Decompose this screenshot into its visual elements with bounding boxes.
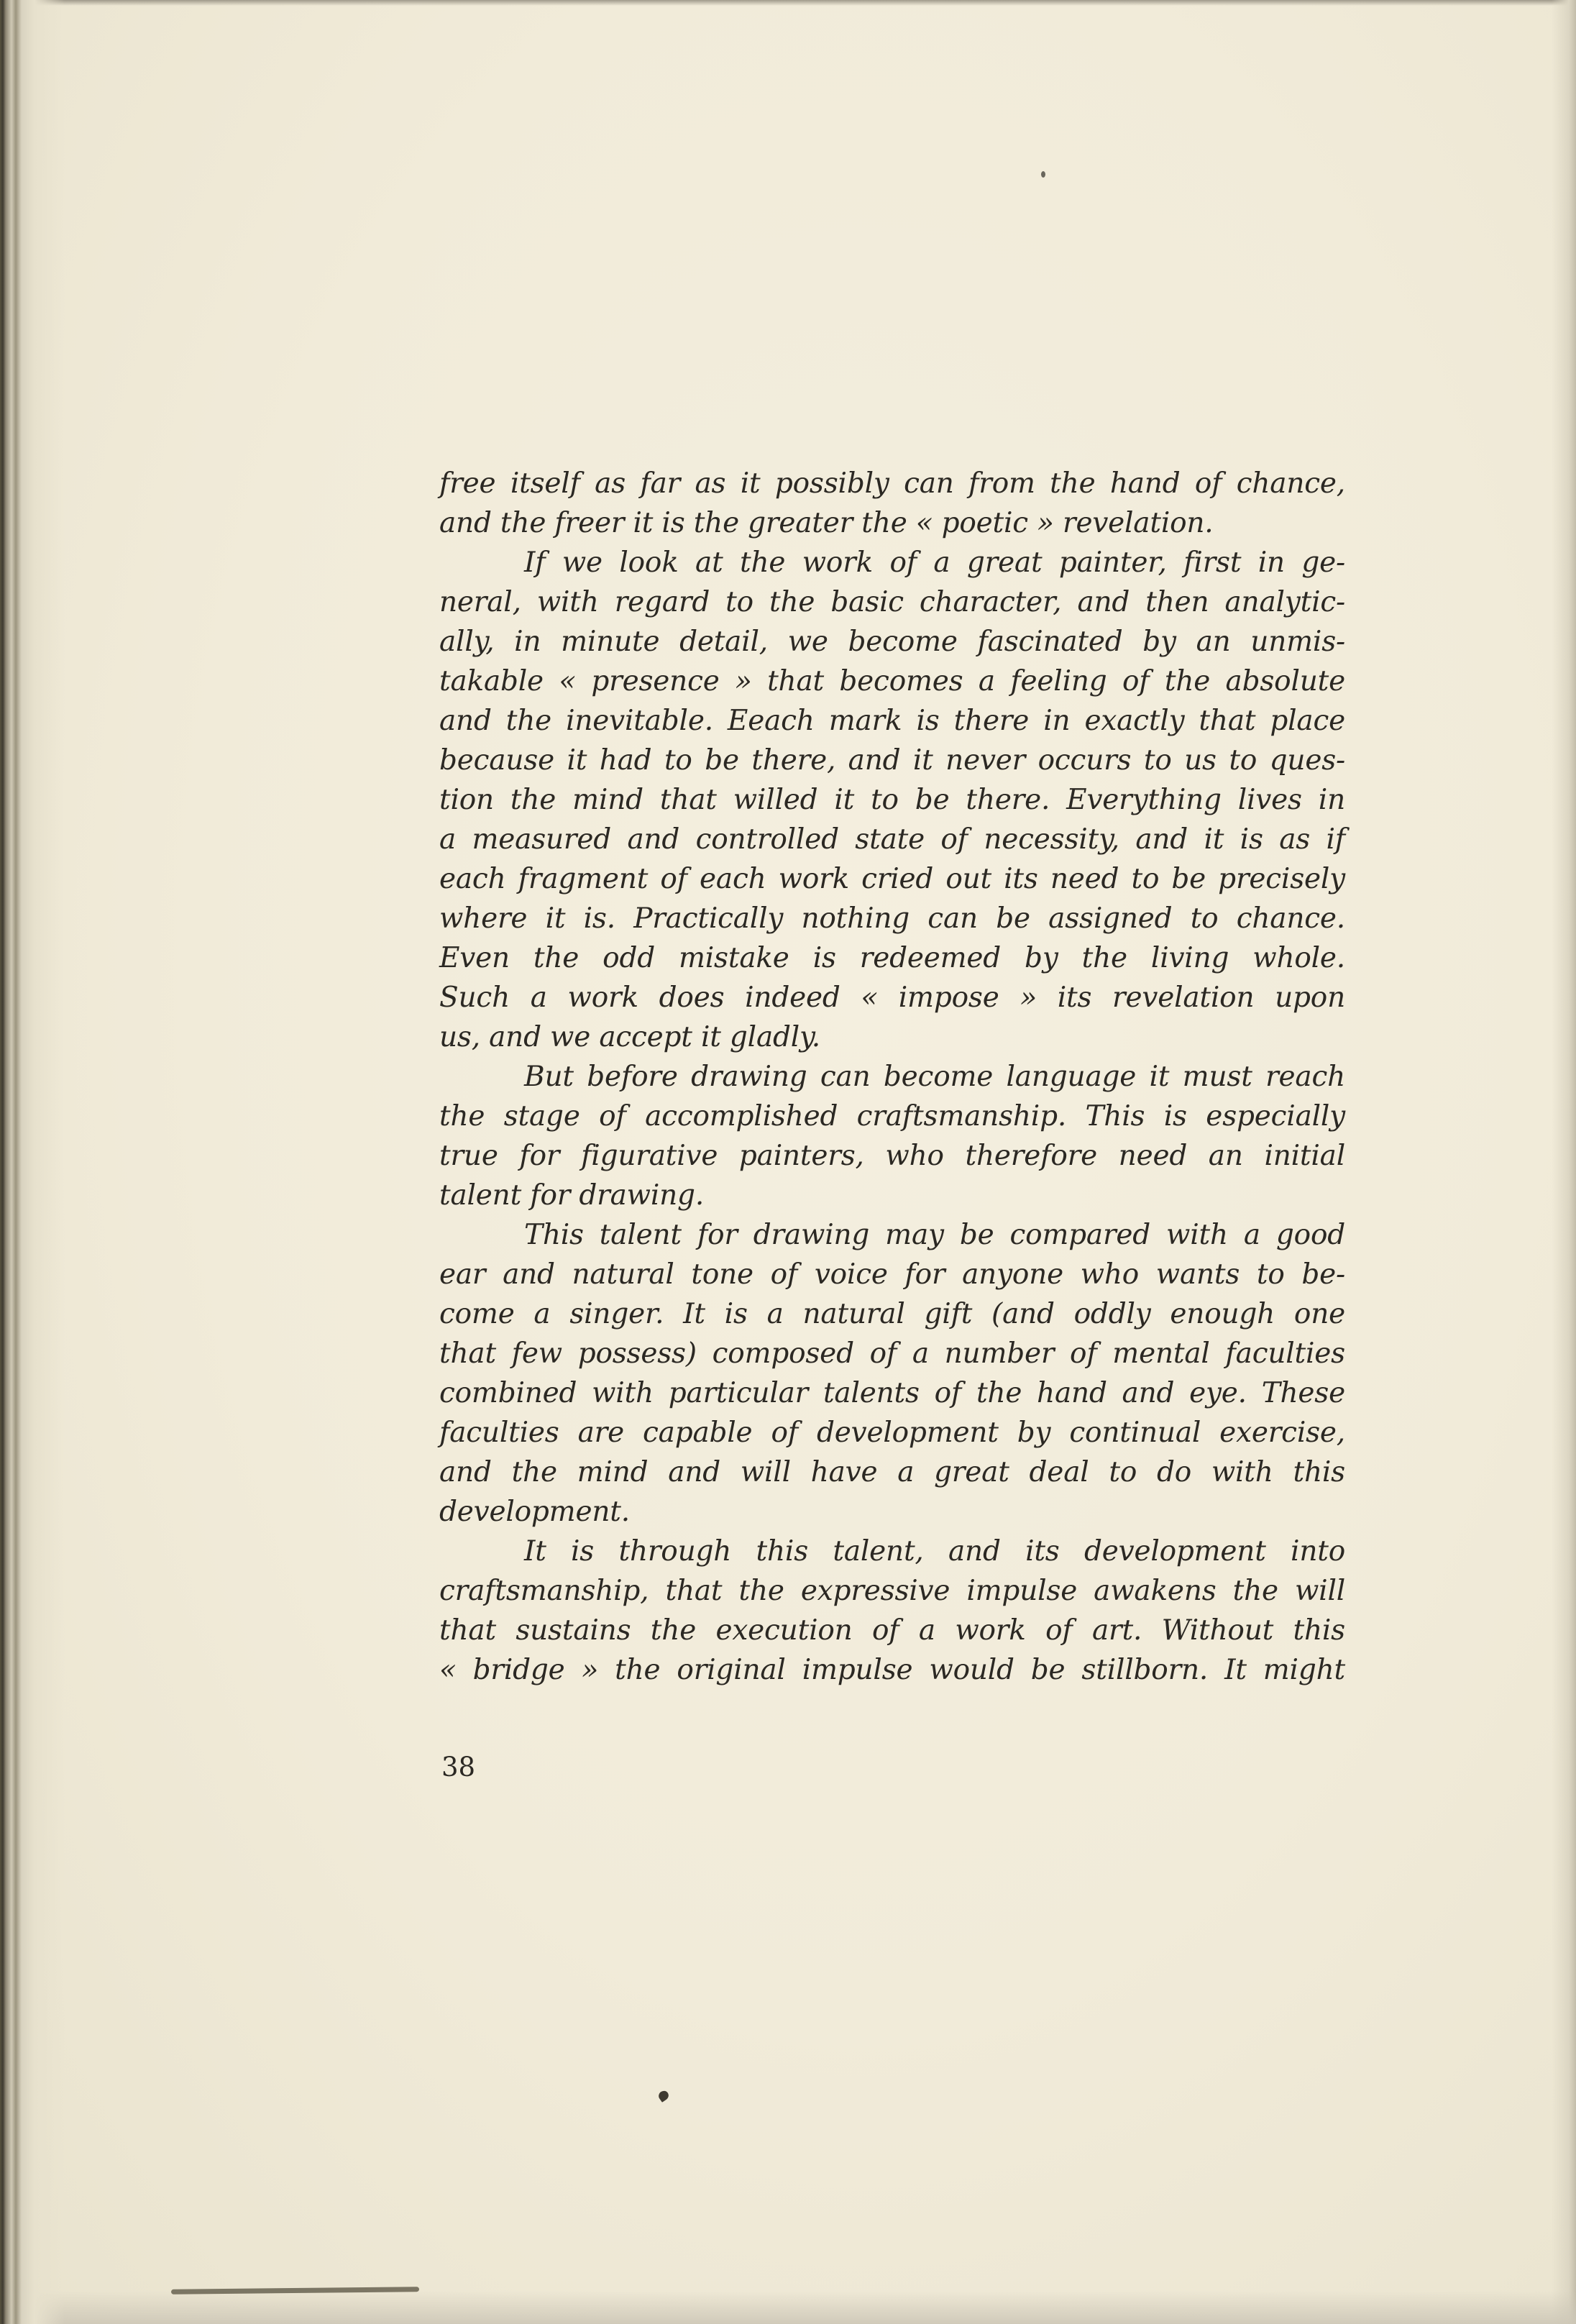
paragraph <box>439 543 1345 1057</box>
text-line: Even the odd mistake is redeemed by the living whole. <box>439 942 1345 974</box>
text-line: free itself as far as it possibly can from the hand of chance, <box>439 467 1345 500</box>
book-spine-gutter <box>0 0 65 2324</box>
text-line: come a singer. It is a natural gift (and oddly enough one <box>439 1298 1345 1330</box>
page-bottom-edge <box>0 2291 1576 2324</box>
paragraph <box>439 1215 1345 1532</box>
text-line: development. <box>439 1496 630 1528</box>
page-top-edge <box>0 0 1576 6</box>
text-line: If we look at the work of a great painter, first in ge- <box>524 546 1345 579</box>
text-line: tion the mind that willed it to be there. Everything lives in <box>439 784 1345 816</box>
text-block <box>439 464 1345 1690</box>
text-line: « bridge » the original impulse would be stillborn. It might <box>439 1654 1345 1686</box>
text-line: the stage of accomplished craftsmanship. This is especially <box>439 1100 1345 1133</box>
text-line: that few possess) composed of a number of mental faculties <box>439 1337 1345 1370</box>
text-line: because it had to be there, and it never occurs to us to ques- <box>439 744 1345 777</box>
page-number: 38 <box>441 1752 476 1783</box>
text-line: true for figurative painters, who therefore need an initial <box>439 1140 1345 1172</box>
scan-speck <box>1041 171 1045 178</box>
text-line: talent for drawing. <box>439 1179 705 1212</box>
text-line: takable « presence » that becomes a feeling of the absolute <box>439 665 1345 697</box>
text-line: where it is. Practically nothing can be assigned to chance. <box>439 902 1345 935</box>
text-line: faculties are capable of development by continual exercise, <box>439 1417 1345 1449</box>
text-line: a measured and controlled state of necessity, and it is as if <box>439 823 1345 856</box>
paragraph <box>439 1057 1345 1215</box>
text-line: neral, with regard to the basic character, and then analytic- <box>439 586 1345 618</box>
text-line: Such a work does indeed « impose » its revelation upon <box>439 982 1345 1014</box>
text-line: ally, in minute detail, we become fascinated by an unmis- <box>439 626 1345 658</box>
text-line: and the freer it is the greater the « poetic » revelation. <box>439 507 1214 539</box>
paragraph <box>439 1532 1345 1690</box>
text-line: ear and natural tone of voice for anyone who wants to be- <box>439 1258 1345 1291</box>
text-line: craftsmanship, that the expressive impulse awakens the will <box>439 1575 1345 1607</box>
text-line: But before drawing can become language it must reach <box>524 1061 1345 1093</box>
ink-mark <box>657 2089 671 2103</box>
text-line: that sustains the execution of a work of art. Without this <box>439 1614 1345 1647</box>
paragraph <box>439 464 1345 543</box>
text-line: This talent for drawing may be compared with a good <box>524 1219 1345 1251</box>
text-line: and the inevitable. Eeach mark is there in exactly that place <box>439 705 1345 737</box>
text-line: combined with particular talents of the hand and eye. These <box>439 1377 1345 1409</box>
text-line: It is through this talent, and its development into <box>524 1535 1345 1568</box>
text-line: each fragment of each work cried out its need to be precisely <box>439 863 1345 895</box>
page-right-edge <box>1552 0 1576 2324</box>
text-line: us, and we accept it gladly. <box>439 1021 820 1053</box>
text-line: and the mind and will have a great deal to do with this <box>439 1456 1345 1488</box>
